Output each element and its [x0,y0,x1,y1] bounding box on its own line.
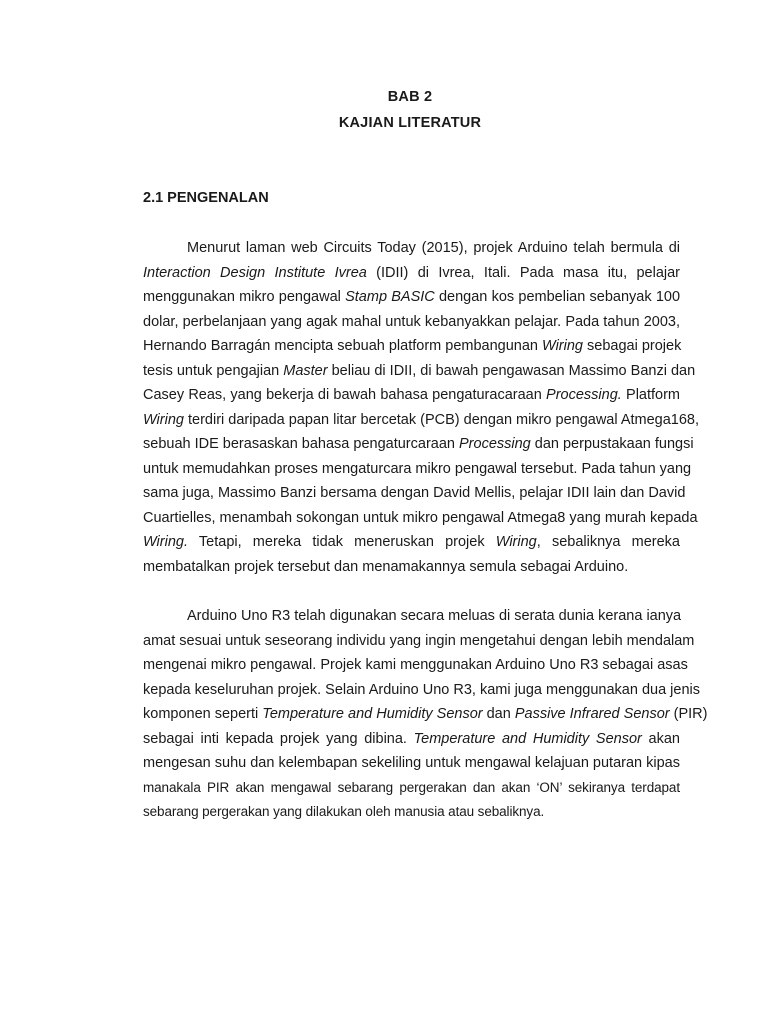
paragraph-line [143,751,680,776]
text-segment: akan [641,730,680,747]
text-segment: sebagai projek [582,338,682,354]
text-segment: sebarang pergerakan yang dilakukan oleh manusia atau sebaliknya. [143,804,545,819]
text-segment: Cuartielles, menambah sokongan untuk mikro pengawal Atmega8 yang murah kepada [143,509,698,526]
paragraph-line [143,629,695,654]
italic-term: Temperature and Humidity Sensor [413,730,642,747]
text-segment: (PIR) [669,706,708,722]
text-segment: mengenai mikro pengawal. Projek kami menggunakan Arduino Uno R3 sebagai asas [143,657,688,673]
text-segment: Platform [621,387,681,403]
paragraph-line [143,481,686,506]
text-segment: Menurut laman web Circuits Today (2015), projek Arduino telah bermula di [187,240,680,256]
paragraph-line [143,702,708,727]
paragraph-line [143,432,694,457]
text-segment: amat sesuai untuk seseorang individu yang ingin mengetahui dengan lebih mendalam [143,632,695,649]
text-segment: sebuah IDE berasaskan bahasa pengaturcaraan [143,436,459,452]
text-segment: kepada keseluruhan projek. Selain Arduino Uno R3, kami juga menggunakan dua jenis [143,681,701,698]
paragraph-line [143,727,680,752]
paragraph-line [143,530,680,555]
text-segment: beliau di IDII, di bawah pengawasan Massimo Banzi dan [327,362,696,379]
text-segment: membatalkan projek tersebut dan menamakannya semula sebagai Arduino. [143,558,629,575]
text-segment: Arduino Uno R3 telah digunakan secara meluas di serata dunia kerana ianya [187,608,682,624]
italic-term: Wiring. [143,534,188,550]
text-segment: Casey Reas, yang bekerja di bawah bahasa pengaturacaraan [143,387,547,403]
paragraph-arduino-uno [143,604,708,825]
paragraph-line [143,359,696,384]
paragraph-line [143,678,701,703]
text-segment: Tetapi, mereka tidak meneruskan projek [188,534,496,550]
section-heading: 2.1 PENGENALAN [143,190,269,206]
text-segment: dengan kos pembelian sebanyak 100 [434,289,681,305]
text-segment: untuk memudahkan proses mengaturcara mikro pengawal tersebut. Pada tahun yang [143,460,692,477]
text-segment: terdiri daripada papan litar bercetak (PCB) dengan mikro pengawal Atmega168, [183,411,700,428]
chapter-title: KAJIAN LITERATUR [338,115,482,131]
paragraph-introduction [143,236,700,579]
paragraph-line [143,236,680,261]
italic-term: Interaction Design Institute Ivrea [143,264,367,281]
italic-term: Wiring [495,534,537,550]
italic-term: Wiring [143,411,184,428]
paragraph-line [143,653,688,678]
text-segment: dan [482,706,515,722]
text-segment: (IDII) di Ivrea, Itali. Pada masa itu, pelajar [366,264,680,281]
text-segment: tesis untuk pengajian [143,362,284,379]
paragraph-line [143,776,680,801]
paragraph-line [143,334,680,359]
italic-term: Processing. [546,387,622,403]
text-segment: , sebaliknya mereka [536,534,680,550]
italic-term: Processing [459,436,531,452]
italic-term: Passive Infrared Sensor [514,706,670,722]
paragraph-line [143,383,680,408]
text-segment: sebagai inti kepada projek yang dibina. [143,730,414,747]
text-segment: dolar, perbelanjaan yang agak mahal untuk kebanyakkan pelajar. Pada tahun 2003, [143,313,680,330]
paragraph-line [143,604,680,629]
paragraph-line [143,800,680,825]
paragraph-line [143,261,680,286]
paragraph-line [143,408,700,433]
italic-term: Master [283,362,328,379]
paragraph-line [143,285,680,310]
italic-term: Wiring [542,338,583,354]
italic-term: Stamp BASIC [345,289,435,305]
text-segment: dan perpustakaan fungsi [530,436,694,452]
chapter-number: BAB 2 [387,89,433,105]
text-segment: manakala PIR akan mengawal sebarang pergerakan dan akan ‘ON’ sekiranya terdapat [143,779,680,795]
paragraph-line [143,457,692,482]
text-segment: komponen seperti [143,706,263,722]
paragraph-line [143,310,680,335]
text-segment: sama juga, Massimo Banzi bersama dengan David Mellis, pelajar IDII lain dan David [143,485,686,501]
text-segment: mengesan suhu dan kelembapan sekeliling untuk mengawal kelajuan putaran kipas [143,755,680,771]
paragraph-line [143,506,698,531]
paragraph-line [143,555,680,580]
italic-term: Temperature and Humidity Sensor [262,706,483,722]
text-segment: Hernando Barragán mencipta sebuah platform pembangunan [143,338,543,354]
text-segment: menggunakan mikro pengawal [143,289,346,305]
